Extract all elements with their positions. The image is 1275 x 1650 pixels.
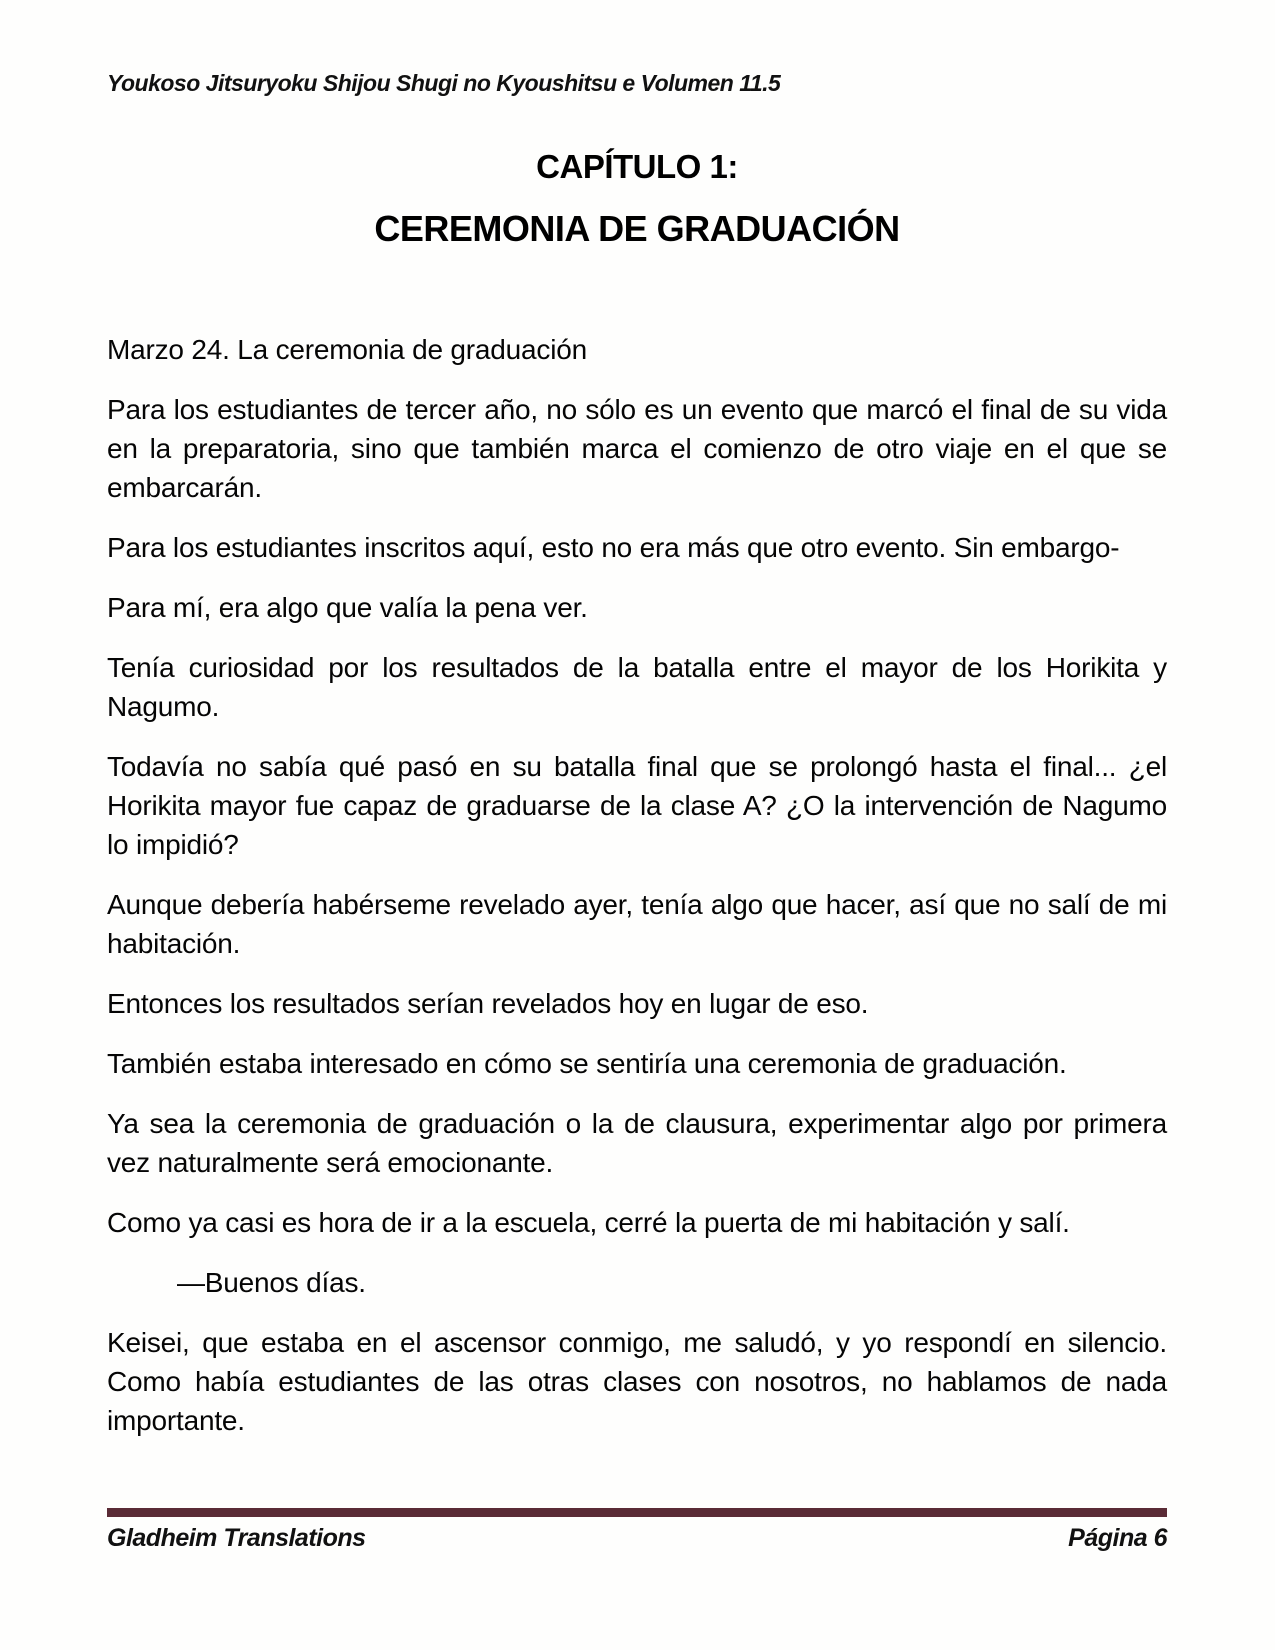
- page-footer: [107, 1524, 1167, 1553]
- paragraph: Keisei, que estaba en el ascensor conmigo, me saludó, y yo respondí en silencio. Como había estudiantes de las otras clases con nosotros, no hablamos de nada importante.: [107, 1327, 1167, 1436]
- footer-rule: [107, 1508, 1167, 1517]
- paragraph: Ya sea la ceremonia de graduación o la de clausura, experimentar algo por primera vez naturalmente será emocionante.: [107, 1108, 1167, 1178]
- paragraph-dialogue: —Buenos días.: [177, 1267, 366, 1298]
- running-header-title: Youkoso Jitsuryoku Shijou Shugi no Kyoushitsu e Volumen 11.5: [107, 70, 781, 96]
- paragraph: Para mí, era algo que valía la pena ver.: [107, 592, 588, 623]
- paragraph: También estaba interesado en cómo se sentiría una ceremonia de graduación.: [107, 1048, 1067, 1079]
- paragraph: Para los estudiantes inscritos aquí, esto no era más que otro evento. Sin embargo-: [107, 532, 1120, 563]
- paragraph: Para los estudiantes de tercer año, no sólo es un evento que marcó el final de su vida en la preparatoria, sino que también marca el comienzo de otro viaje en el que se embarcarán.: [107, 394, 1167, 503]
- footer-page-number: Página 6: [1068, 1524, 1167, 1552]
- running-header: [107, 70, 1167, 97]
- footer-translator-credit: Gladheim Translations: [107, 1524, 366, 1552]
- paragraph: Entonces los resultados serían revelados hoy en lugar de eso.: [107, 988, 869, 1019]
- chapter-title-heading: CEREMONIA DE GRADUACIÓN: [374, 208, 900, 249]
- paragraph: Aunque debería habérseme revelado ayer, tenía algo que hacer, así que no salí de mi habitación.: [107, 889, 1167, 959]
- paragraph-date-line: Marzo 24. La ceremonia de graduación: [107, 334, 587, 365]
- chapter-number-heading: CAPÍTULO 1:: [536, 148, 738, 185]
- paragraph: Como ya casi es hora de ir a la escuela, cerré la puerta de mi habitación y salí.: [107, 1207, 1070, 1238]
- paragraph: Todavía no sabía qué pasó en su batalla final que se prolongó hasta el final... ¿el Horikita mayor fue capaz de graduarse de la clase A? ¿O la intervención de Nagumo lo impidió?: [107, 751, 1167, 860]
- paragraph: Tenía curiosidad por los resultados de la batalla entre el mayor de los Horikita y Nagumo.: [107, 652, 1167, 722]
- body-text: [107, 330, 1167, 1461]
